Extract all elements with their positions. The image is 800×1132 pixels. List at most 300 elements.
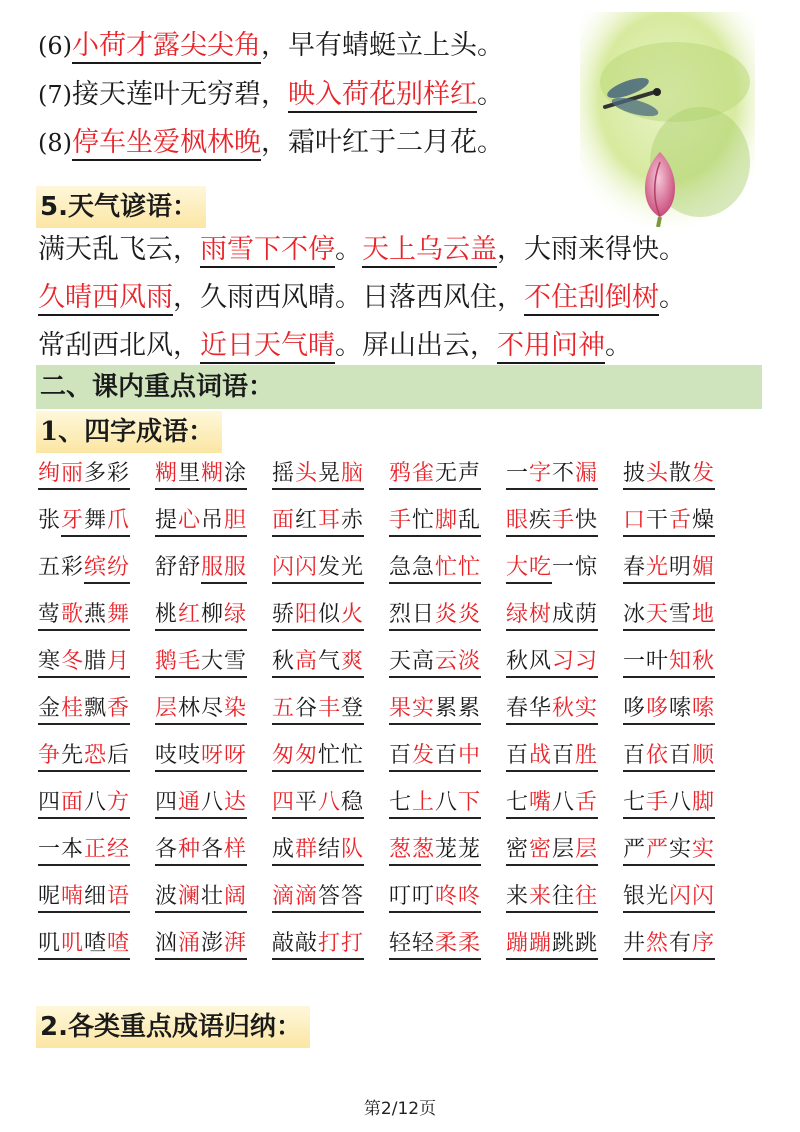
idiom	[389, 741, 506, 775]
idiom-char: 百	[623, 743, 646, 772]
idiom-char: 舒舒	[155, 555, 202, 580]
idiom	[389, 788, 506, 822]
idiom-key-char: 呀呀	[201, 743, 247, 772]
idiom-key-char: 鹅毛	[155, 649, 201, 678]
idiom	[155, 506, 272, 540]
idiom-char: 明	[669, 555, 692, 584]
idiom-char: 冰	[623, 602, 646, 631]
idiom-key-char: 方	[107, 790, 130, 819]
idiom-key-char: 匆匆	[272, 743, 318, 772]
idiom-key-char: 爽	[341, 649, 364, 678]
idiom	[389, 553, 506, 587]
idiom	[272, 929, 389, 963]
idiom-char: 五彩	[38, 555, 85, 580]
idiom	[623, 835, 740, 869]
idiom-char: 干	[646, 508, 669, 537]
idiom-key-char: 缤纷	[84, 555, 130, 584]
idiom	[272, 741, 389, 775]
idiom-char: 汹	[155, 931, 178, 960]
lotus-dragonfly-illustration	[580, 12, 755, 227]
idiom	[155, 600, 272, 634]
poem-number: (8)	[38, 129, 72, 157]
idiom-char: 来	[506, 884, 529, 913]
idiom-char: 层	[552, 837, 575, 866]
idiom-char: 七	[623, 790, 646, 819]
idiom	[506, 741, 623, 775]
idiom-key-char: 大吃	[506, 555, 552, 584]
idiom-key-char: 耳	[318, 508, 341, 537]
idiom-key-char: 正经	[84, 837, 130, 866]
idiom-key-char: 阔	[224, 884, 247, 913]
idiom-key-char: 头	[295, 461, 318, 490]
idiom-key-char: 习习	[552, 649, 598, 678]
idiom-key-char: 嗦	[692, 696, 715, 725]
idiom	[506, 835, 623, 869]
idiom-char: 舞	[84, 508, 107, 537]
idiom-key-char: 咚咚	[435, 884, 481, 913]
idiom-key-char: 糊	[201, 461, 224, 490]
idiom-key-char: 香	[107, 696, 130, 725]
idiom-key-char: 脚	[435, 508, 458, 537]
idiom-row	[38, 647, 748, 694]
idiom-key-char: 红	[178, 602, 201, 631]
idiom-row	[38, 694, 748, 741]
proverb-text: 。	[659, 282, 686, 313]
idiom-row	[38, 929, 748, 976]
idiom-char: 乱	[458, 508, 481, 537]
idiom-key-char: 心	[178, 508, 201, 537]
idiom-key-char: 通	[178, 790, 201, 819]
idiom-key-char: 火	[341, 602, 364, 631]
idiom-char: 八	[201, 790, 224, 819]
idiom	[623, 882, 740, 916]
idiom-key-char: 密	[529, 837, 552, 866]
idiom	[155, 694, 272, 728]
idiom-char: 结	[318, 837, 341, 866]
idiom	[623, 506, 740, 540]
idiom	[389, 647, 506, 681]
idiom-char: 成	[272, 837, 295, 866]
idiom-key-char: 上	[412, 790, 435, 819]
idiom-key-char: 种	[178, 837, 201, 866]
idiom-key-char: 光	[646, 555, 669, 584]
idiom-char: 各	[155, 837, 178, 866]
idiom	[272, 506, 389, 540]
idiom-key-char: 脑	[341, 461, 364, 490]
idiom-char: 有	[669, 931, 692, 960]
idiom-char: 快	[575, 508, 598, 537]
idiom-key-char: 果实	[389, 696, 435, 725]
idiom	[38, 929, 155, 963]
idiom-char: 莺	[38, 602, 61, 631]
idiom	[389, 459, 506, 493]
poem-line	[38, 73, 504, 117]
idiom-key-char: 涌	[178, 931, 201, 960]
idiom-key-char: 手	[552, 508, 575, 537]
idiom-char: 密	[506, 837, 529, 866]
idiom-char: 秋	[272, 649, 295, 678]
poem-line	[38, 121, 504, 165]
idiom-key-char: 打打	[318, 931, 364, 960]
idiom	[38, 694, 155, 728]
idiom	[506, 506, 623, 540]
idiom	[623, 694, 740, 728]
idiom-char: 忙	[412, 508, 435, 537]
idiom-char: 细	[84, 884, 107, 913]
idiom-key-char: 胆	[224, 508, 247, 537]
idiom-key-char: 染	[224, 696, 247, 725]
idiom-key-char: 鸦雀	[389, 461, 435, 490]
idiom-key-char: 绿	[224, 602, 247, 631]
poem-number: (6)	[38, 32, 72, 60]
idiom-char: 天高	[389, 649, 435, 678]
idiom-key-char: 五	[272, 696, 295, 725]
idiom-key-char: 绚丽	[38, 461, 84, 490]
idiom-char: 燕	[84, 602, 107, 631]
poem-key-phrase: 小荷才露尖尖角	[72, 30, 261, 64]
idiom-char: 一惊	[552, 555, 599, 580]
proverb-key-phrase: 雨雪下不停	[200, 234, 335, 268]
idiom-char: 烈日	[389, 602, 435, 631]
idiom-char: 实	[669, 837, 692, 866]
proverb-text: 。	[335, 234, 362, 265]
idiom-char: 百	[552, 743, 575, 772]
proverb-key-phrase: 不用问神	[497, 330, 605, 364]
idiom-key-char: 桂	[61, 696, 84, 725]
idiom	[38, 647, 155, 681]
idiom-key-char: 舌	[669, 508, 692, 537]
idiom-char: 八	[435, 790, 458, 819]
idiom	[623, 600, 740, 634]
idiom	[38, 788, 155, 822]
idiom	[506, 647, 623, 681]
idiom	[272, 882, 389, 916]
idiom	[506, 553, 623, 587]
idiom	[389, 835, 506, 869]
idiom-char: 百	[506, 743, 529, 772]
idiom-char: 急急	[389, 555, 435, 584]
idiom	[272, 553, 389, 587]
idiom-row	[38, 600, 748, 647]
idiom-char: 忙忙	[318, 743, 364, 772]
idiom-char: 吱吱	[155, 743, 201, 772]
idiom-key-char: 阳	[295, 602, 318, 631]
idiom-key-char: 脚	[692, 790, 715, 819]
idiom-key-char: 秋实	[552, 696, 598, 725]
idiom	[272, 835, 389, 869]
idiom	[155, 929, 272, 963]
idiom-key-char: 发	[412, 743, 435, 772]
idiom	[272, 459, 389, 493]
proverb-key-phrase: 久晴西风雨	[38, 282, 173, 316]
idiom-char: 往	[552, 884, 575, 913]
four-char-idioms-heading: 1、四字成语：	[36, 411, 222, 453]
idiom-key-char: 四	[272, 790, 295, 819]
idiom	[155, 741, 272, 775]
idiom-char: 大雪	[201, 649, 247, 678]
idiom-char: 吊	[201, 508, 224, 537]
proverb-line	[38, 276, 686, 320]
idiom-key-char: 序	[692, 931, 715, 960]
idiom-key-char: 语	[107, 884, 130, 913]
idiom-char: 一叶	[623, 649, 669, 678]
idiom-char: 茏茏	[435, 837, 481, 866]
proverb-text: 满天乱飞云，	[38, 234, 200, 265]
idiom-char: 波	[155, 884, 178, 913]
idiom-char: 多彩	[84, 461, 130, 490]
idiom-char: 燥	[692, 508, 715, 537]
idiom-char: 一	[506, 461, 529, 490]
idiom-char: 提	[155, 508, 178, 537]
idiom-key-char: 炎炎	[435, 602, 481, 631]
idiom-key-char: 澜	[178, 884, 201, 913]
idiom-key-char: 闪闪	[272, 555, 318, 584]
idiom-char: 发光	[318, 555, 364, 584]
weather-proverbs-heading: 5.天气谚语：	[36, 186, 206, 228]
idiom-char: 轻轻	[389, 931, 435, 960]
poem-number: (7)	[38, 81, 72, 109]
poem-text: 。	[477, 79, 504, 110]
idiom-char: 红	[295, 508, 318, 537]
idiom-key-char: 天	[646, 602, 669, 631]
proverb-text: 。	[605, 330, 632, 361]
idiom-key-char: 群	[295, 837, 318, 866]
idiom-key-char: 层	[155, 696, 178, 725]
idiom	[623, 929, 740, 963]
idiom	[623, 788, 740, 822]
idiom-key-char: 葱葱	[389, 837, 435, 866]
idiom	[623, 553, 740, 587]
idiom-char: 先	[61, 743, 84, 772]
idiom-key-char: 层	[575, 837, 598, 866]
idiom-char: 腊	[84, 649, 107, 678]
idiom-key-char: 爪	[107, 508, 130, 537]
idiom	[506, 694, 623, 728]
idiom-char: 壮	[201, 884, 224, 913]
idiom	[155, 647, 272, 681]
idiom-key-char: 歌	[61, 602, 84, 631]
idiom-char: 登	[341, 696, 364, 725]
idiom-char: 成荫	[552, 602, 598, 631]
proverb-key-phrase: 近日天气晴	[200, 330, 335, 364]
proverb-text: ，久雨西风晴。日落西风住，	[173, 282, 524, 313]
idiom-key-char: 眼	[506, 508, 529, 537]
idiom-char: 四	[38, 790, 61, 819]
idiom	[155, 882, 272, 916]
page-number: 第2/12页	[363, 1099, 437, 1119]
idiom-key-char: 嘴	[529, 790, 552, 819]
idiom-char: 叮叮	[389, 884, 435, 913]
idiom-key-char: 口	[623, 508, 646, 537]
idiom-key-char: 争	[38, 743, 61, 772]
idiom-key-char: 柔柔	[435, 931, 481, 960]
poem-text: 接天莲叶无穷碧，	[72, 79, 288, 110]
idiom-key-char: 往	[575, 884, 598, 913]
idiom	[623, 459, 740, 493]
idiom-key-char: 丰	[318, 696, 341, 725]
idiom-char: 金	[38, 696, 61, 725]
idiom-char: 平	[295, 790, 318, 819]
idiom	[506, 882, 623, 916]
poem-key-phrase: 停车坐爱枫林晚	[72, 127, 261, 161]
poem-text: ，早有蜻蜓立上头。	[261, 30, 504, 61]
idiom	[155, 553, 272, 587]
idiom-char: 严	[623, 837, 646, 866]
idiom-char: 七	[389, 790, 412, 819]
idiom-key-char: 实	[692, 837, 715, 866]
idiom-key-char: 手	[646, 790, 669, 819]
idiom-key-char: 八	[318, 790, 341, 819]
idiom	[272, 694, 389, 728]
idiom-key-char: 高	[295, 649, 318, 678]
idiom-char: 后	[107, 743, 130, 772]
idiom	[38, 882, 155, 916]
idiom-char: 秋风	[506, 649, 552, 678]
idiom-char: 百	[669, 743, 692, 772]
idiom	[155, 459, 272, 493]
idiom	[506, 788, 623, 822]
idiom-row	[38, 788, 748, 835]
idiom-char: 稳	[341, 790, 364, 819]
idiom-key-char: 服服	[201, 555, 247, 584]
idiom-row	[38, 506, 748, 553]
idiom-char: 喳	[84, 931, 107, 960]
idiom-key-char: 喳	[107, 931, 130, 960]
idiom-char: 答答	[318, 884, 364, 913]
idiom-row	[38, 835, 748, 882]
idiom	[272, 788, 389, 822]
idiom	[389, 600, 506, 634]
proverb-text: 常刮西北风，	[38, 330, 200, 361]
idiom	[38, 459, 155, 493]
proverb-line	[38, 324, 632, 368]
idiom-char: 四	[155, 790, 178, 819]
idiom-char: 疾	[529, 508, 552, 537]
idiom-key-char: 胜	[575, 743, 598, 772]
idiom-char: 里	[178, 461, 201, 490]
idiom	[38, 741, 155, 775]
idiom-char: 七	[506, 790, 529, 819]
idiom-char: 呢	[38, 884, 61, 913]
idiom	[506, 459, 623, 493]
idiom-char: 八	[84, 790, 107, 819]
proverb-key-phrase: 天上乌云盖	[362, 234, 497, 268]
idiom-char: 涂	[224, 461, 247, 490]
idiom-key-char: 面	[61, 790, 84, 819]
idiom-char: 飘	[84, 696, 107, 725]
idiom	[623, 741, 740, 775]
idiom-char: 似	[318, 602, 341, 631]
idiom-key-char: 叽	[61, 931, 84, 960]
idiom-key-char: 喃	[61, 884, 84, 913]
idiom-char: 寒	[38, 649, 61, 678]
idiom-key-char: 顺	[692, 743, 715, 772]
idiom	[272, 647, 389, 681]
idiom-char: 散	[669, 461, 692, 490]
idiom	[272, 600, 389, 634]
idiom-char: 井	[623, 931, 646, 960]
idiom-char: 八	[552, 790, 575, 819]
idiom	[389, 694, 506, 728]
idiom-key-char: 冬	[61, 649, 84, 678]
idiom-key-char: 闪闪	[669, 884, 715, 913]
idiom-grid	[38, 459, 748, 976]
idiom-key-char: 绿树	[506, 602, 552, 631]
idiom-row	[38, 741, 748, 788]
idiom-key-char: 云淡	[435, 649, 481, 678]
idiom-key-char: 手	[389, 508, 412, 537]
idiom-key-char: 忙忙	[435, 555, 481, 584]
idiom-key-char: 样	[224, 837, 247, 866]
idiom-row	[38, 459, 748, 506]
idiom	[506, 600, 623, 634]
idiom-key-char: 面	[272, 508, 295, 537]
idiom-key-char: 依	[646, 743, 669, 772]
idiom-char: 无声	[435, 461, 481, 490]
idiom-key-char: 头	[646, 461, 669, 490]
idiom-char: 春华	[506, 696, 552, 725]
proverb-text: ，大雨来得快。	[497, 234, 686, 265]
idiom-char: 澎	[201, 931, 224, 960]
poem-key-phrase: 映入荷花别样红	[288, 79, 477, 113]
idiom-char: 累累	[435, 696, 481, 725]
idiom-char: 谷	[295, 696, 318, 725]
idiom	[506, 929, 623, 963]
idiom-key-char: 糊	[155, 461, 178, 490]
idiom-key-char: 媚	[692, 555, 715, 584]
idiom-char: 跳跳	[552, 931, 598, 960]
idiom-char: 气	[318, 649, 341, 678]
idiom-key-char: 牙	[61, 508, 84, 537]
idiom	[389, 882, 506, 916]
idiom	[155, 788, 272, 822]
idiom-char: 桃	[155, 602, 178, 631]
idiom-key-char: 漏	[575, 461, 598, 490]
proverb-key-phrase: 不住刮倒树	[524, 282, 659, 316]
idiom-char: 哆	[623, 696, 646, 725]
idiom-char: 敲敲	[272, 931, 318, 960]
poem-line	[38, 24, 504, 68]
idiom-key-char: 地	[692, 602, 715, 631]
idiom-key-char: 字	[529, 461, 552, 490]
idiom-char: 摇	[272, 461, 295, 490]
idiom-key-char: 然	[646, 931, 669, 960]
idiom-char: 柳	[201, 602, 224, 631]
idiom-key-char: 队	[341, 837, 364, 866]
idiom-char: 张	[38, 508, 62, 533]
idiom-key-char: 哆	[646, 696, 669, 725]
idiom-key-char: 中	[458, 743, 481, 772]
proverb-line	[38, 228, 686, 272]
idiom-char: 嗦	[669, 696, 692, 725]
idiom-char: 春	[623, 555, 646, 584]
idiom-key-char: 舞	[107, 602, 130, 631]
idiom	[38, 506, 155, 540]
idiom-char: 晃	[318, 461, 341, 490]
idiom-char: 各	[201, 837, 224, 866]
idiom	[623, 647, 740, 681]
idiom-key-char: 下	[458, 790, 481, 819]
idiom-key-char: 来	[529, 884, 552, 913]
idiom-key-char: 发	[692, 461, 715, 490]
idiom	[155, 835, 272, 869]
idiom	[38, 835, 155, 869]
idiom-key-char: 战	[529, 743, 552, 772]
idiom-summary-heading: 2.各类重点成语归纳：	[36, 1006, 310, 1048]
idiom-key-char: 舌	[575, 790, 598, 819]
idiom-char: 林尽	[178, 696, 224, 725]
idiom-char: 叽	[38, 931, 61, 960]
